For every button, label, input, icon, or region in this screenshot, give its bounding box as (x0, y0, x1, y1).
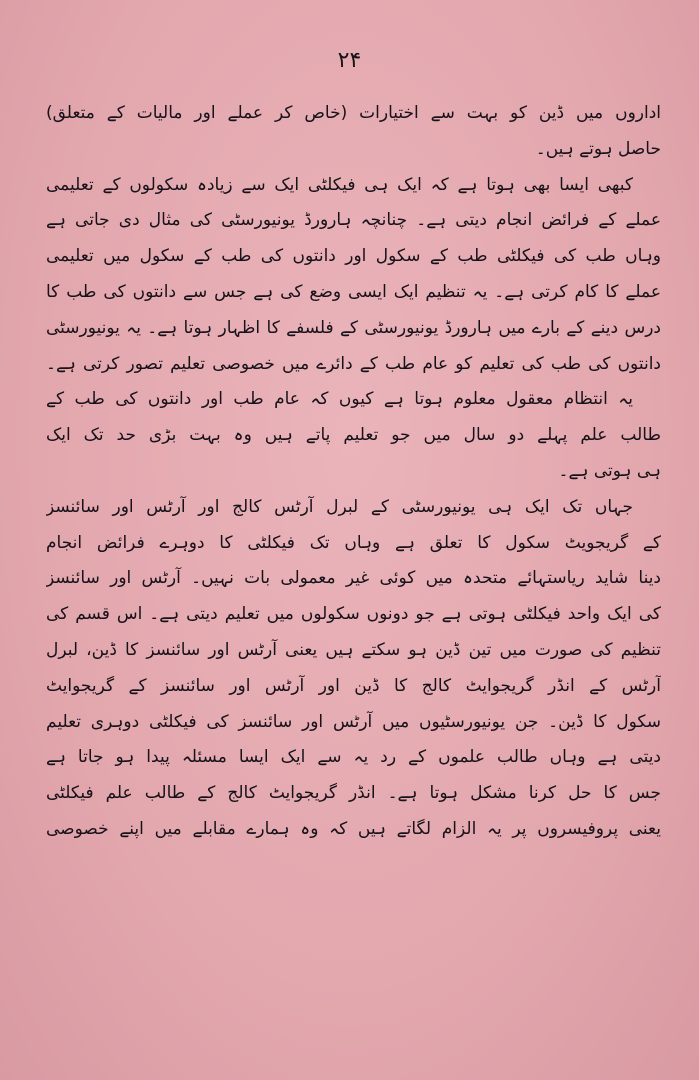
text-line: سکول کا ڈین۔ جن یونیورسٹیوں میں آرٹس اور سائنسز کی فیکلٹی دوہری تعلیم (46, 711, 661, 732)
text-line: جہاں تک ایک ہی یونیورسٹی کے لبرل آرٹس کالج اور آرٹس اور سائنسز (46, 496, 633, 517)
text-line: کبھی ایسا بھی ہوتا ہے کہ ایک ہی فیکلٹی ایک سے زیادہ سکولوں کے تعلیمی (46, 174, 633, 195)
text-line: تنظیم کی صورت میں تین ڈین ہو سکتے ہیں یعنی آرٹس اور سائنسز کا ڈین، لبرل (46, 639, 661, 660)
text-line: آرٹس کے انڈر گریجوایٹ کالج کا ڈین اور آرٹس اور سائنسز کے گریجوایٹ (46, 675, 661, 696)
text-line: حاصل ہوتے ہیں۔ (535, 138, 661, 159)
page-number: ۲۴ (337, 48, 362, 73)
text-line: دینا شاید ریاستہائے متحدہ میں کوئی غیر معمولی بات نہیں۔ آرٹس اور سائنسز (46, 568, 661, 589)
text-line: اداروں میں ڈین کو بہت سے اختیارات (خاص کر عملے اور مالیات کے متعلق) (46, 103, 661, 123)
text-line: کی ایک واحد فیکلٹی ہوتی ہے جو دونوں سکولوں میں تعلیم دیتی ہے۔ اس قسم کی (46, 604, 661, 625)
text-line: دیتی ہے وہاں طالب علموں کے رد یہ سے ایک ایسا مسئلہ پیدا ہو جاتا ہے (46, 747, 661, 768)
text-line: کے گریجویٹ سکول کا تعلق ہے وہاں تک فیکلٹی کا دوہرے فرائض انجام (46, 532, 661, 553)
text-line: یہ انتظام معقول معلوم ہوتا ہے کیوں کہ عام طب اور دانتوں کی طب کے (46, 389, 633, 410)
text-line: جس کا حل کرنا مشکل ہوتا ہے۔ انڈر گریجوایٹ کالج کے طالب علم فیکلٹی (46, 783, 661, 804)
text-line: یعنی پروفیسروں پر یہ الزام لگاتے ہیں کہ وہ ہمارے مقابلے میں اپنے خصوصی (46, 818, 661, 839)
text-line: درس دینے کے بارے میں ہارورڈ یونیورسٹی کے فلسفے کا اظہار ہوتا ہے۔ یہ یونیورسٹی (46, 317, 661, 338)
text-line: دانتوں کی طب کی تعلیم کو عام طب کے دائرے میں خصوصی تعلیم تصور کرتی ہے۔ (46, 353, 661, 374)
text-line: طالب علم پہلے دو سال میں جو تعلیم پاتے ہیں وہ بہت بڑی حد تک ایک (46, 425, 661, 446)
body-text (46, 96, 661, 848)
text-line: وہاں طب کی فیکلٹی طب کے سکول اور دانتوں کی طب کے سکول میں تعلیمی (46, 246, 661, 267)
text-line: ہی ہوتی ہے۔ (558, 460, 661, 481)
text-line: عملے کے فرائض انجام دیتی ہے۔ چنانچہ ہارورڈ یونیورسٹی کی مثال دی جاتی ہے (46, 210, 661, 231)
text-line: عملے کا کام کرتی ہے۔ یہ تنظیم ایک ایسی وضع کی ہے جس سے دانتوں کی طب کا (46, 281, 661, 302)
